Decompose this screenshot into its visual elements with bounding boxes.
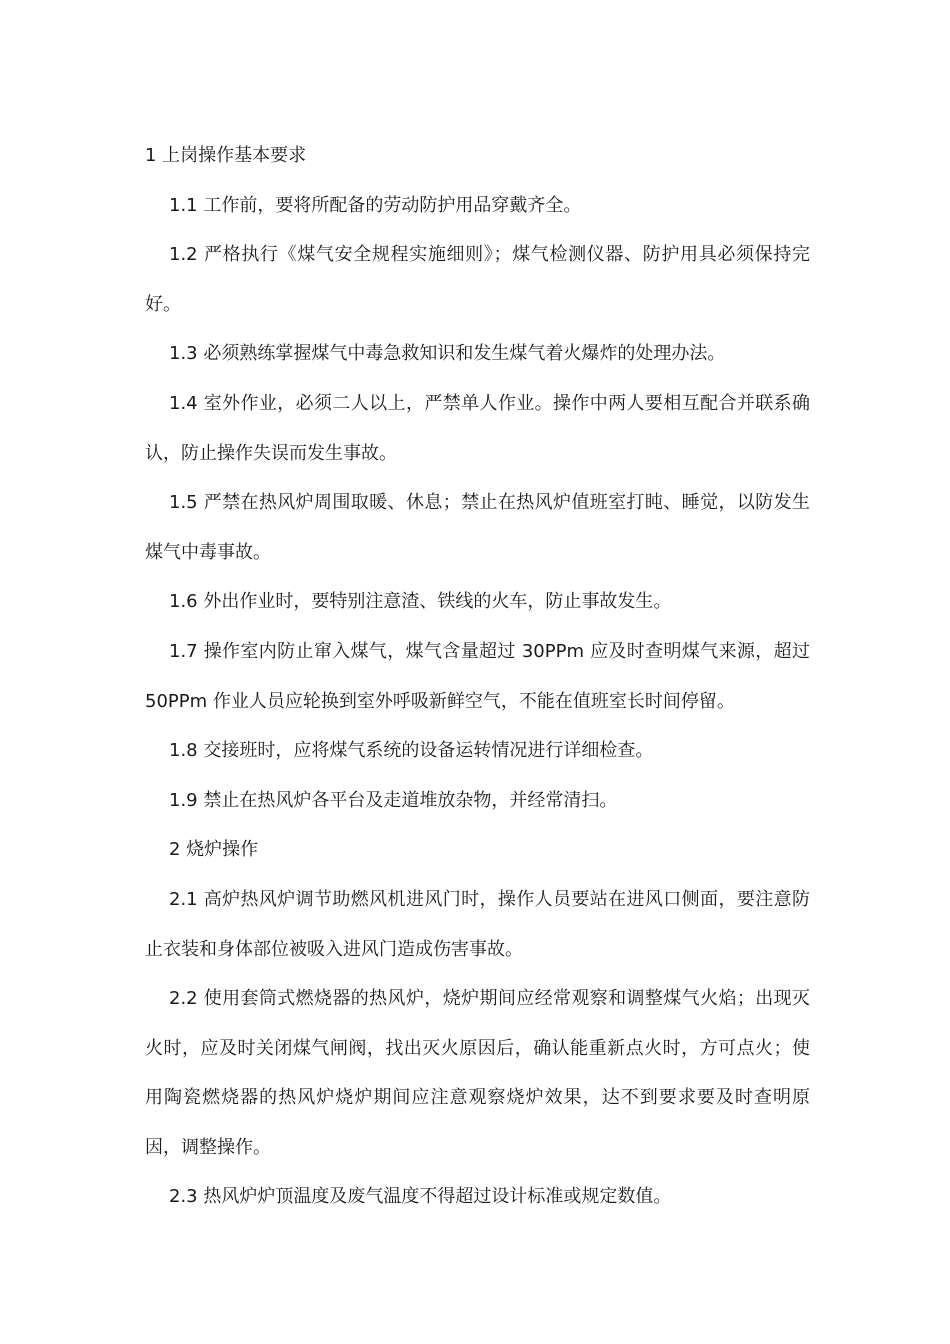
clause-1-9: 1.9 禁止在热风炉各平台及走道堆放杂物，并经常清扫。	[169, 789, 618, 811]
clause-1-4: 1.4 室外作业，必须二人以上，严禁单人作业。操作中两人要相互配合并联系确认，防止操作失误而发生事故。	[145, 392, 810, 464]
clause-1-8: 1.8 交接班时，应将煤气系统的设备运转情况进行详细检查。	[169, 740, 654, 762]
document-body	[145, 131, 810, 1222]
clause-1-7: 1.7 操作室内防止窜入煤气，煤气含量超过 30PPm 应及时查明煤气来源，超过 50PPm 作业人员应轮换到室外呼吸新鲜空气，不能在值班室长时间停留。	[145, 640, 810, 712]
section-heading-2: 2 烧炉操作	[169, 839, 259, 861]
clause-1-3: 1.3 必须熟练掌握煤气中毒急救知识和发生煤气着火爆炸的处理办法。	[169, 343, 726, 365]
clause-1-1: 1.1 工作前，要将所配备的劳动防护用品穿戴齐全。	[169, 194, 582, 216]
clause-1-6: 1.6 外出作业时，要特别注意渣、铁线的火车，防止事故发生。	[169, 591, 672, 613]
clause-1-5: 1.5 严禁在热风炉周围取暖、休息；禁止在热风炉值班室打盹、睡觉，以防发生煤气中毒事故。	[145, 492, 810, 563]
clause-1-2: 1.2 严格执行《煤气安全规程实施细则》；煤气检测仪器、防护用具必须保持完好。	[145, 244, 810, 315]
clause-2-1: 2.1 高炉热风炉调节助燃风机进风门时，操作人员要站在进风口侧面，要注意防止衣装和身体部位被吸入进风门造成伤害事故。	[145, 888, 810, 960]
clause-2-2: 2.2 使用套筒式燃烧器的热风炉，烧炉期间应经常观察和调整煤气火焰；出现灭火时，应及时关闭煤气闸阀，找出灭火原因后，确认能重新点火时，方可点火；使用陶瓷燃烧器的热风炉烧炉期间应注意观察烧炉效果，达不到要求要及时查明原因，调整操作。	[145, 988, 810, 1158]
section-heading-1: 1 上岗操作基本要求	[145, 145, 307, 166]
clause-2-3: 2.3 热风炉炉顶温度及废气温度不得超过设计标准或规定数值。	[169, 1186, 672, 1208]
